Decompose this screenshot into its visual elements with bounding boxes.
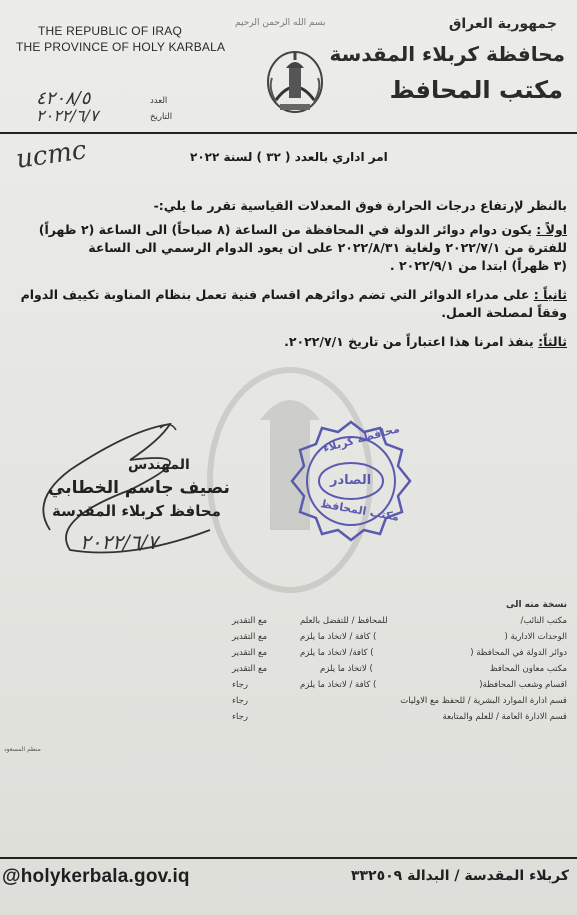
date-label: التاريخ — [150, 112, 173, 122]
stamp-center-text: الصادر — [330, 473, 372, 488]
item-2-label: ثانياً : — [533, 287, 567, 302]
item-3-line1: ينفذ امرنا هذا اعتباراً من تاريخ ٢٠٢٢/٧/١. — [284, 334, 534, 349]
dist-right-4: مع التقدير — [232, 664, 268, 674]
header-en-line1: THE REPUBLIC OF IRAQ — [38, 24, 183, 38]
number-label: العدد — [150, 96, 168, 106]
dist-left-5: اقسام وشعب المحافظة( — [479, 680, 567, 690]
dist-left-7: قسم الادارة العامة / للعلم والمتابعة — [442, 712, 567, 722]
signatory-title: المهندس — [128, 457, 190, 473]
footer-email: @holykerbala.gov.iq — [2, 866, 190, 887]
dist-left-1: مكتب النائب/ — [520, 616, 567, 626]
dist-left-3: دوائر الدولة في المحافظة ( — [470, 648, 567, 658]
basmala: بسم الله الرحمن الرحيم — [235, 18, 326, 28]
dist-right-5: رجاء — [232, 680, 248, 690]
karbala-logo — [262, 48, 328, 118]
distribution-heading: نسخة منه الى — [505, 600, 567, 610]
item-3-label: ثالثاً: — [538, 334, 567, 349]
side-note: منظم المسعود — [4, 746, 41, 753]
item-1-label: اولاً : — [536, 222, 567, 237]
dist-left-6: قسم ادارة الموارد البشرية / للحفظ مع الاوليات — [400, 696, 567, 706]
signature-date: ٢٠٢٢/٦/٧ — [80, 530, 158, 554]
header-ar-office: مكتب المحافظ — [389, 76, 563, 104]
dist-right-2: مع التقدير — [232, 632, 268, 642]
header-ar-republic: جمهورية العراق — [448, 16, 557, 32]
dist-right-7: رجاء — [232, 712, 248, 722]
handwritten-annotation: ucmc — [14, 135, 89, 175]
dist-right-6: رجاء — [232, 696, 248, 706]
item-1-line1: يكون دوام دوائر الدولة في المحافظة من الساعة (٨ صباحاً) الى الساعة (٢ ظهراً) — [38, 222, 532, 237]
dist-left-2: الوحدات الادارية ( — [504, 632, 567, 642]
header-en-line2: THE PROVINCE OF HOLY KARBALA — [16, 40, 226, 54]
dist-left-4: مكتب معاون المحافظ — [489, 664, 567, 674]
signatory-position: محافظ كربلاء المقدسة — [52, 502, 221, 520]
item-1-line3: (٣ ظهراً) ابتدا من ٢٠٢٢/٩/١ . — [389, 258, 567, 273]
dist-right-1: مع التقدير — [232, 616, 268, 626]
number-value: ٤٢٠٨/٥ — [36, 88, 91, 109]
intro-line: بالنظر لإرتفاع درجات الحرارة فوق المعدلات القياسية تقرر ما يلي:- — [153, 198, 567, 213]
stamp-top-text: محافظة كربلاء — [321, 422, 401, 455]
footer-address: كربلاء المقدسة / البدالة ٣٣٢٥٠٩ — [350, 868, 569, 884]
date-value: ٢٠٢٢/٦/٧ — [36, 106, 99, 125]
footer-divider — [0, 857, 577, 859]
item-2-line1: على مدراء الدوائر التي تضم دوائرهم اقسام فنية تعمل بنظام المناوبة تكييف الدوام — [20, 287, 530, 302]
signatory-name: نصيف جاسم الخطابي — [48, 478, 230, 498]
dist-mid-5: ) كافة / لاتخاذ ما يلزم — [300, 680, 377, 690]
dist-mid-2: ) كافة / لاتخاذ ما يلزم — [300, 632, 377, 642]
item-2 — [21, 287, 567, 302]
stamp-bottom-text: مكتب المحافظ — [319, 497, 401, 524]
dist-mid-3: ) كافة/ لاتخاذ ما يلزم — [300, 648, 374, 658]
dist-mid-1: للمحافظ / للتفضل بالعلم — [300, 616, 388, 626]
item-3 — [284, 334, 567, 349]
item-1 — [39, 222, 567, 237]
header-divider — [0, 132, 577, 134]
dist-right-3: مع التقدير — [232, 648, 268, 658]
header-ar-province: محافظة كربلاء المقدسة — [329, 42, 565, 66]
item-1-line2: للفترة من ٢٠٢٢/٧/١ ولغاية ٢٠٢٢/٨/٣١ على ان يعود الدوام الرسمي الى الساعة — [88, 240, 567, 255]
dist-mid-4: ) لاتخاذ ما يلزم — [320, 664, 373, 674]
order-title: امر اداري بالعدد ( ٣٢ ) لسنة ٢٠٢٢ — [190, 150, 388, 164]
item-2-line2: وفقاً لمصلحة العمل. — [441, 305, 567, 320]
